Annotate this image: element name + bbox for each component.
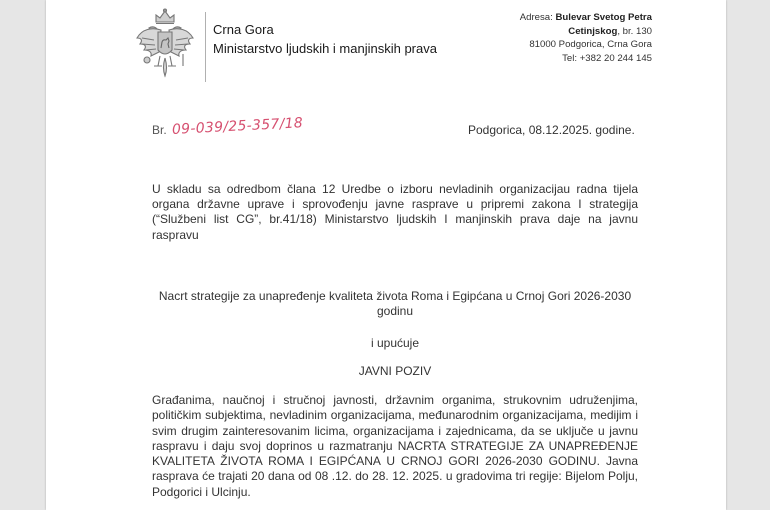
handwritten-reference: 09-039/25-357/18: [171, 115, 304, 138]
address-block: [432, 11, 652, 65]
strategy-title: Nacrt strategije za unapređenje kvaliteta života Roma i Egipćana u Crnoj Gori 2026-2030 godinu: [158, 289, 632, 319]
address-city: 81000 Podgorica, Crna Gora: [529, 39, 652, 50]
address-phone: Tel: +382 20 244 145: [562, 52, 652, 64]
intro-paragraph: U skladu sa odredbom člana 12 Uredbe o izboru nevladinih organizacijau radna tijela organa državne uprave i sprovođenju javne rasprave u pripremi zakona I strategija (“Službeni list CG”, br.41/18) Ministarstvo ljudskih I manjinskih prava daje na javnu raspravu: [152, 182, 638, 242]
body-paragraph: Građanima, naučnoj i stručnoj javnosti, državnim organima, strukovnim udruženjima, političkim subjektima, nevladinim organizacijama, međunarodnim organizacijama, medijim i svim drugim zainteresovanim licima, organizacijama i zajednicama, da se uključe u javnu raspravu i daju svoj doprinos u razmatranju NACRTA STRATEGIJE ZA UNAPREĐENJE KVALITETA ŽIVOTA ROMA I EGIPĆANA U CRNOJ GORI 2026-2030 GODINU. Javna rasprava će trajati 20 dana od 08 .12. do 28. 12. 2025. u gradovima tri regije: Bijelom Polju, Podgorici i Ulcinju.: [152, 393, 638, 499]
org-ministry: Ministarstvo ljudskih i manjinskih prava: [213, 41, 437, 56]
org-country: Crna Gora: [213, 22, 274, 37]
address-label: Adresa:: [519, 12, 556, 23]
reference-number: [152, 115, 304, 138]
document-date: Podgorica, 08.12.2025. godine.: [468, 123, 635, 137]
public-call-title: JAVNI POZIV: [358, 364, 432, 378]
reference-prefix: Br.: [152, 123, 167, 137]
montenegro-coat-of-arms-icon: [134, 8, 196, 82]
address-street-cont: Cetinjskog: [568, 25, 618, 37]
document-page: [46, 0, 726, 510]
address-number: , br. 130: [617, 25, 652, 37]
header-divider: [205, 12, 206, 82]
upucuje-line: i upućuje: [370, 336, 420, 350]
address-street: Bulevar Svetog Petra: [555, 12, 652, 23]
